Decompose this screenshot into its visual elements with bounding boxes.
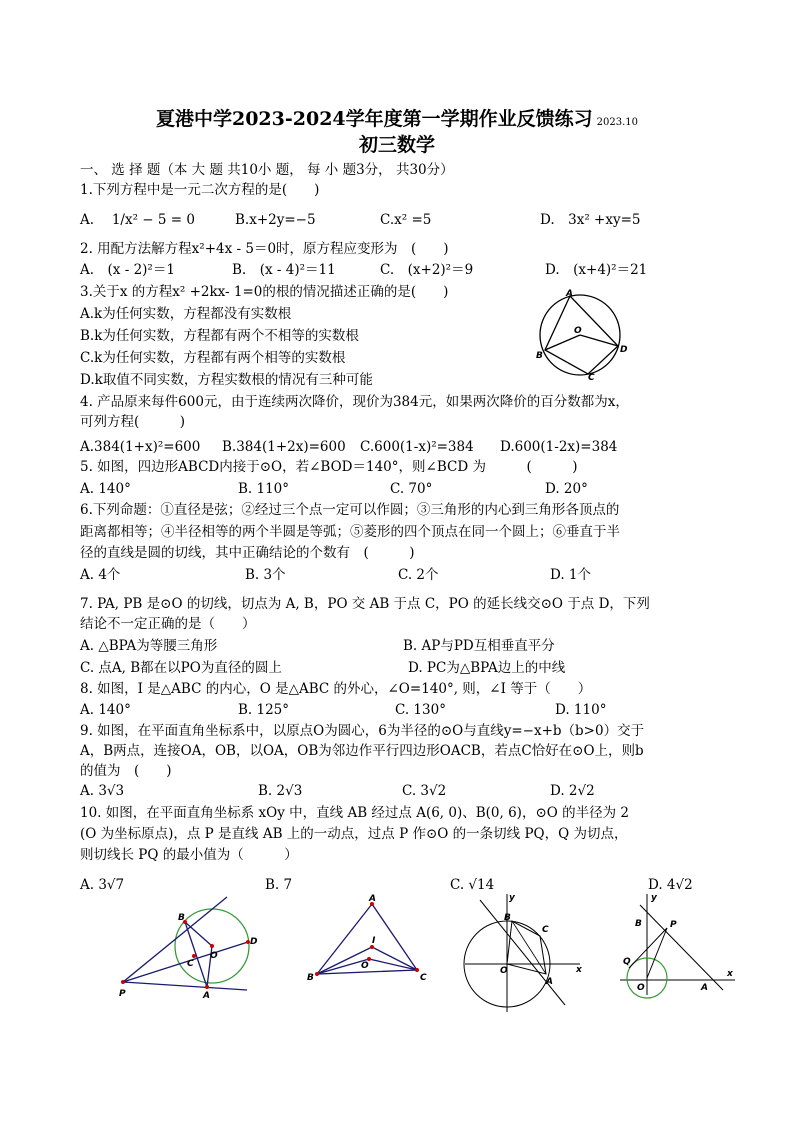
q8-option-c: C. 130° <box>395 702 446 718</box>
f1-label-b: B <box>178 913 185 923</box>
q5-label-a: A <box>566 289 573 299</box>
q10-line1: 10. 如图，在平面直角坐标系 xOy 中，直线 AB 经过点 A(6, 0)、B(0, 6)，⊙O 的半径为 2 <box>80 805 630 821</box>
q5-label-o: O <box>574 326 582 336</box>
q2-option-a: A. (x - 2)²＝1 <box>80 262 175 278</box>
q9-option-b: B. 2√3 <box>258 783 303 799</box>
q6-option-a: A. 4个 <box>80 567 121 583</box>
q4-stem-line1: 4. 产品原来每件600元，由于连续两次降价，现价为384元，如果两次降价的百分数都为x， <box>80 394 629 410</box>
q3-option-b: B.k为任何实数，方程都有两个不相等的实数根 <box>80 328 359 344</box>
q7-line1: 7. PA, PB 是⊙O 的切线，切点为 A, B，PO 交 AB 于点 C，PO 的延长线交⊙O 于点 D，下列 <box>80 596 650 612</box>
f4-label-y: y <box>651 893 657 903</box>
tangent-figure <box>115 892 265 1002</box>
q9-option-c: C. 3√2 <box>402 783 447 799</box>
q5-option-c: C. 70° <box>390 481 433 497</box>
q6-line1: 6.下列命题：①直径是弦；②经过三个点一定可以作圆；③三角形的内心到三角形各顶点的 <box>80 502 620 518</box>
f2-label-a: A <box>369 894 376 904</box>
triangle-figure <box>305 892 435 984</box>
q8-stem: 8. 如图，I 是△ABC 的内心，O 是△ABC 的外心，∠O=140°, 则，∠I 等于（ ） <box>80 681 592 697</box>
f2-label-b: B <box>307 973 314 983</box>
q4-option-d: D.600(1-2x)=384 <box>500 439 618 455</box>
q1-stem: 1.下列方程中是一元二次方程的是( ) <box>80 182 320 198</box>
q9-line1: 9. 如图，在平面直角坐标系中，以原点O为圆心，6为半径的⊙O与直线y=−x+b（b>0）交于 <box>80 723 645 739</box>
f2-label-i: I <box>372 936 376 946</box>
tangent-line-figure <box>615 890 740 1000</box>
q10-option-c: C. √14 <box>450 877 495 893</box>
q7-line2: 结论不一定正确的是（ ） <box>80 616 256 632</box>
q5-circle-figure <box>530 288 630 380</box>
q9-option-d: D. 2√2 <box>550 783 595 799</box>
f4-label-p: P <box>670 920 677 930</box>
q10-line3: 则切线长 PQ 的最小值为（ ） <box>80 847 298 863</box>
q10-line2: (O 为坐标原点)，点 P 是直线 AB 上的一动点，过点 P 作⊙O 的一条切线 PQ，Q 为切点， <box>80 826 628 842</box>
q4-option-b: B.384(1+2x)=600 <box>222 439 346 455</box>
q2-option-d: D. (x+4)²＝21 <box>545 262 648 278</box>
q6-option-c: C. 2个 <box>398 567 439 583</box>
page-title: 夏港中学2023-2024学年度第一学期作业反馈练习 2023.10 <box>155 108 638 130</box>
q8-option-a: A. 140° <box>80 702 131 718</box>
f4-label-a: A <box>701 983 708 993</box>
f3-label-c: C <box>542 925 549 935</box>
coordinate-circle-figure <box>460 890 585 1015</box>
q8-option-b: B. 125° <box>238 702 290 718</box>
f4-label-b: B <box>635 919 642 929</box>
q4-option-c: C.600(1-x)²=384 <box>360 439 474 455</box>
f3-label-a: A <box>546 977 553 987</box>
q5-stem: 5. 如图，四边形ABCD内接于⊙O，若∠BOD＝140°，则∠BCD 为 ( ) <box>80 459 578 475</box>
q3-option-d: D.k取值不同实数，方程实数根的情况有三种可能 <box>80 372 373 388</box>
f1-label-d: D <box>250 937 258 947</box>
q1-option-b: B.x+2y=−5 <box>235 212 316 228</box>
f1-label-a: A <box>203 991 210 1001</box>
q1-option-a: A. 1/x² − 5 = 0 <box>80 212 195 228</box>
q5-label-b: B <box>536 351 543 361</box>
q6-option-d: D. 1个 <box>550 567 592 583</box>
q10-option-b: B. 7 <box>265 877 293 893</box>
date: 2023.10 <box>596 117 638 128</box>
f1-label-p: P <box>119 989 126 999</box>
q7-option-b: B. AP与PD互相垂直平分 <box>403 638 555 654</box>
q7-option-a: A. △BPA为等腰三角形 <box>80 638 218 654</box>
q8-option-d: D. 110° <box>555 702 607 718</box>
q1-option-d: D. 3x² +xy=5 <box>540 212 641 228</box>
q3-option-a: A.k为任何实数，方程都没有实数根 <box>80 306 292 322</box>
f3-label-o: O <box>500 966 508 976</box>
f2-label-o: O <box>361 961 369 971</box>
q4-stem-line2: 可列方程( ) <box>80 414 186 430</box>
q3-stem: 3.关于x 的方程x² +2kx- 1=0的根的情况描述正确的是( ) <box>80 284 449 300</box>
f3-label-y: y <box>509 893 515 903</box>
q7-option-d: D. PC为△BPA边上的中线 <box>408 660 566 676</box>
f2-label-c: C <box>420 973 427 983</box>
f4-label-x: x <box>727 969 733 979</box>
q7-option-c: C. 点A, B都在以PO为直径的圆上 <box>80 660 282 676</box>
f1-label-o: O <box>210 951 218 961</box>
q6-line3: 径的直线是圆的切线，其中正确结论的个数有 ( ) <box>80 545 415 561</box>
q6-option-b: B. 3个 <box>245 567 286 583</box>
q5-label-c: C <box>588 373 595 380</box>
q5-label-d: D <box>620 345 628 355</box>
q9-line3: 的值为 ( ) <box>80 763 172 779</box>
q2-option-b: B. (x - 4)²＝11 <box>232 262 336 278</box>
q5-option-d: D. 20° <box>545 481 588 497</box>
q10-option-a: A. 3√7 <box>80 877 125 893</box>
f4-label-o: O <box>637 983 645 993</box>
q6-line2: 距离都相等；④半径相等的两个半圆是等弧；⑤菱形的四个顶点在同一个圆上；⑥垂直于半 <box>80 524 620 540</box>
q5-option-b: B. 110° <box>238 481 290 497</box>
f1-label-c: C <box>187 959 194 969</box>
f3-label-x: x <box>576 965 582 975</box>
q3-option-c: C.k为任何实数，方程都有两个相等的实数根 <box>80 350 346 366</box>
q9-option-a: A. 3√3 <box>80 783 125 799</box>
q2-stem: 2. 用配方法解方程x²+4x - 5＝0时，原方程应变形为 ( ) <box>80 241 449 257</box>
q4-option-a: A.384(1+x)²=600 <box>80 439 201 455</box>
q2-option-c: C. (x+2)²＝9 <box>380 262 474 278</box>
f4-label-q: Q <box>623 957 631 967</box>
q5-option-a: A. 140° <box>80 481 131 497</box>
section-heading: 一、 选 择 题（本 大 题 共10小 题， 每 小 题3分， 共30分） <box>80 162 454 178</box>
q9-line2: A，B两点，连接OA，OB，以OA，OB为邻边作平行四边形OACB，若点C恰好在⊙O上，则b <box>80 743 644 759</box>
subject-title: 初三数学 <box>358 134 435 156</box>
f3-label-b: B <box>504 913 511 923</box>
q10-option-d: D. 4√2 <box>648 877 693 893</box>
q1-option-c: C.x² =5 <box>380 212 432 228</box>
